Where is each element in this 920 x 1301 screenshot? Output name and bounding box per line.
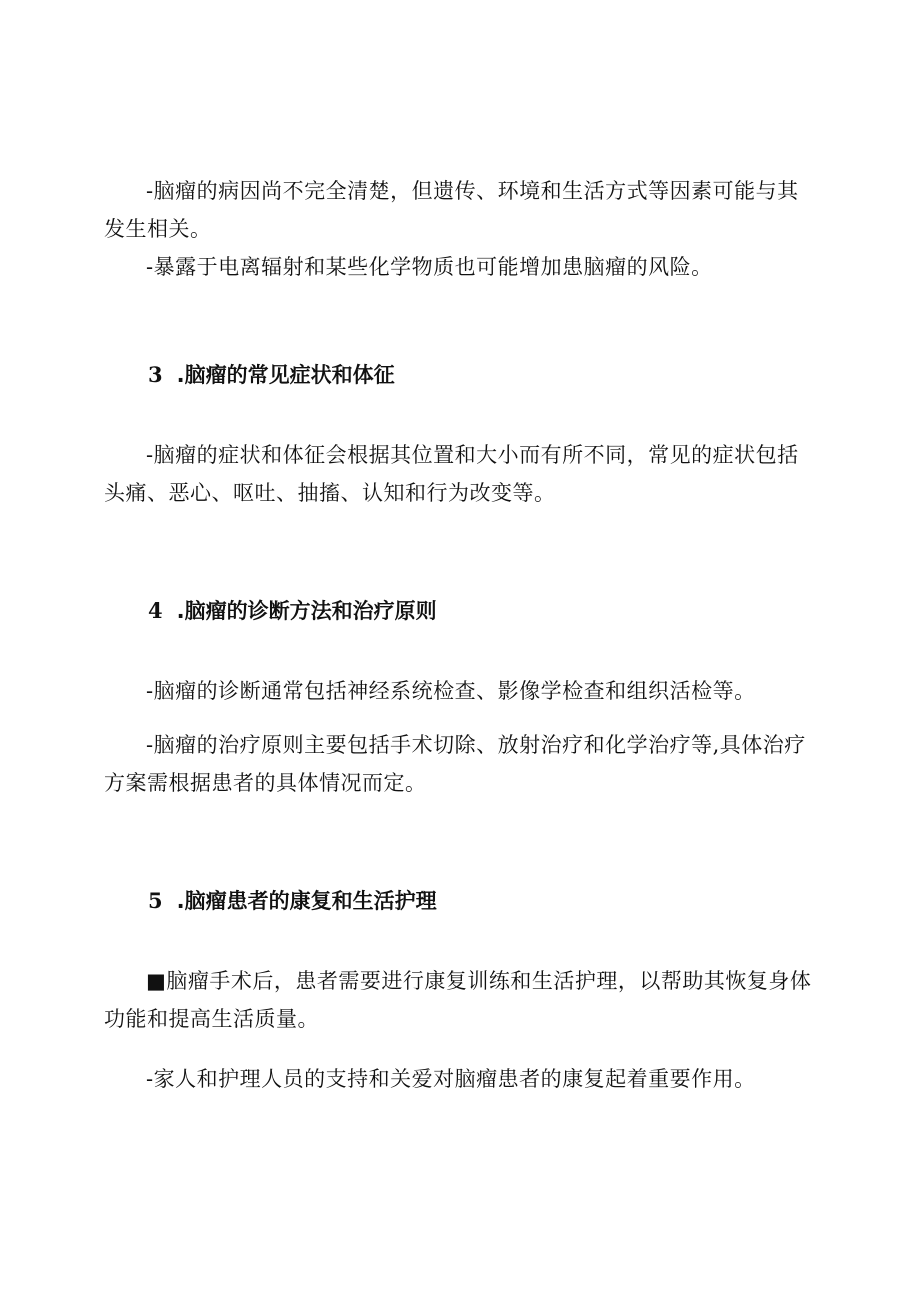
section-5-title: .脑瘤患者的康复和生活护理 <box>176 889 437 913</box>
section-3-title: .脑瘤的常见症状和体征 <box>176 363 395 387</box>
section-4-number: 4 <box>148 598 163 623</box>
section-5-heading <box>148 886 437 916</box>
section-4-heading <box>148 596 437 626</box>
section-3-paragraph-1: -脑瘤的症状和体征会根据其位置和大小而有所不同，常见的症状包括头痛、恶心、呕吐、抽搐、认知和行为改变等。 <box>104 443 799 505</box>
cause-paragraph-2: -暴露于电离辐射和某些化学物质也可能增加患脑瘤的风险。 <box>146 255 713 279</box>
section-5-paragraph-2: -家人和护理人员的支持和关爱对脑瘤患者的康复起着重要作用。 <box>146 1067 756 1091</box>
section-4-paragraph-1: -脑瘤的诊断通常包括神经系统检查、影像学检查和组织活检等。 <box>146 679 756 703</box>
section-5-paragraph-1: ■脑瘤手术后，患者需要进行康复训练和生活护理，以帮助其恢复身体功能和提高生活质量。 <box>104 969 812 1031</box>
section-5-number: 5 <box>148 888 163 913</box>
section-3-heading <box>148 360 395 390</box>
section-3-number: 3 <box>148 362 163 387</box>
section-4-paragraph-2: -脑瘤的治疗原则主要包括手术切除、放射治疗和化学治疗等,具体治疗方案需根据患者的具体情况而定。 <box>104 733 806 795</box>
section-4-title: .脑瘤的诊断方法和治疗原则 <box>176 599 437 623</box>
cause-paragraph-1: -脑瘤的病因尚不完全清楚，但遗传、环境和生活方式等因素可能与其发生相关。 <box>104 179 799 241</box>
